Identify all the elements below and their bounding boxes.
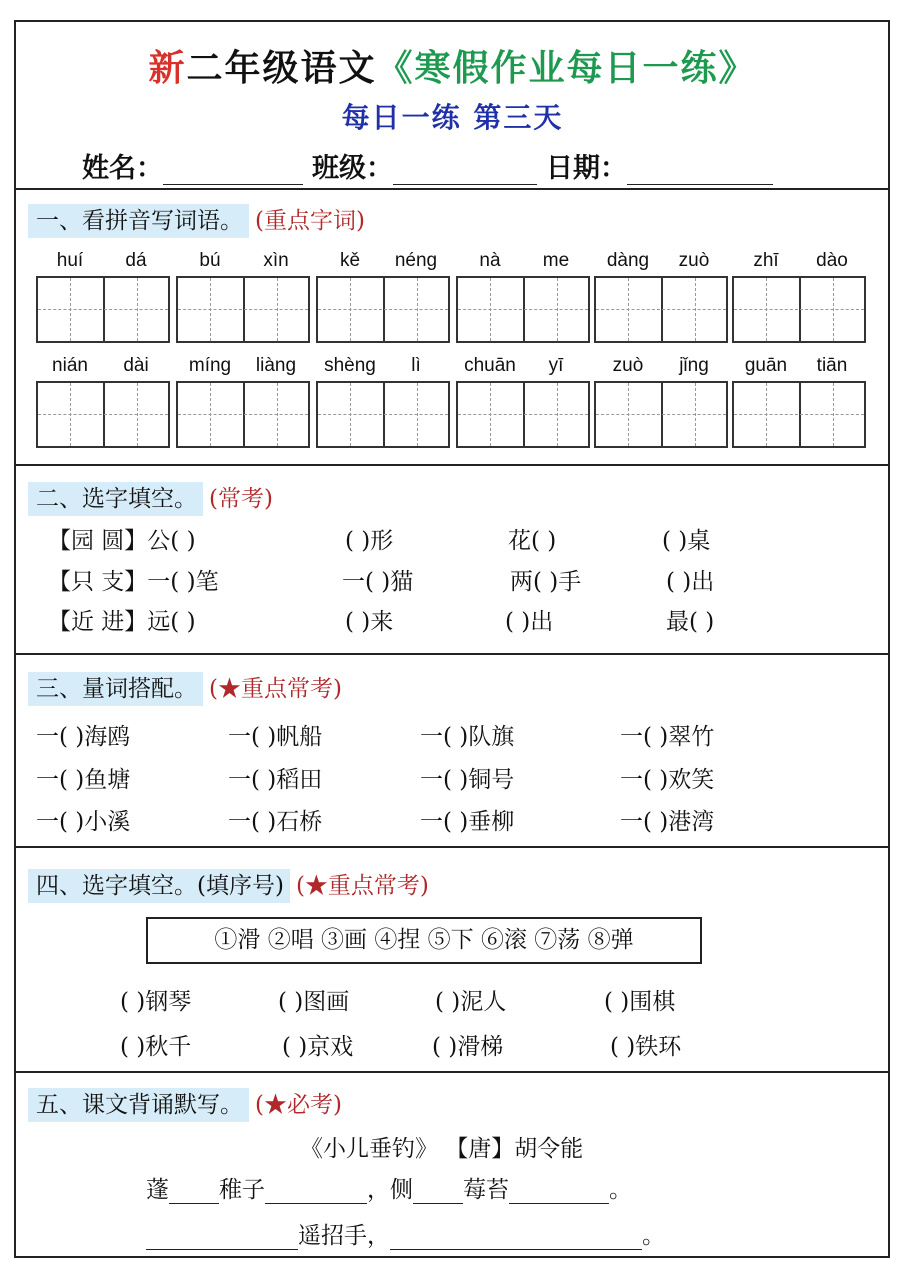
tianzige-box[interactable]	[456, 276, 590, 343]
pinyin-label: yī	[548, 355, 564, 376]
s3-item[interactable]: 一( )石桥	[228, 809, 323, 835]
tianzige-box[interactable]	[732, 381, 866, 448]
pinyin-label: zhī	[753, 250, 779, 271]
pinyin-label: dá	[125, 250, 147, 271]
s2-item[interactable]: ( )来	[345, 609, 394, 635]
tianzige-box[interactable]	[456, 381, 590, 448]
tianzige-box[interactable]	[594, 276, 728, 343]
s4-item[interactable]: ( )秋千	[120, 1034, 192, 1060]
pinyin-label: dàng	[606, 250, 650, 271]
s4-item[interactable]: ( )滑梯	[432, 1034, 504, 1060]
s4-item[interactable]: ( )钢琴	[120, 989, 192, 1015]
tianzige-box[interactable]	[176, 276, 310, 343]
s3-item[interactable]: 一( )帆船	[228, 724, 323, 750]
divider	[14, 653, 890, 655]
pinyin-label: nián	[52, 355, 88, 376]
tianzige-box[interactable]	[316, 276, 450, 343]
pinyin-label: néng	[394, 250, 438, 271]
s3-item[interactable]: 一( )小溪	[36, 809, 131, 835]
s2-item[interactable]: 一( )猫	[342, 569, 414, 595]
tianzige-box[interactable]	[176, 381, 310, 448]
pinyin-label: guān	[744, 355, 788, 376]
page-subtitle: 每日一练 第三天	[341, 101, 564, 134]
blank[interactable]	[265, 1179, 367, 1204]
pinyin-label: jǐng	[679, 355, 709, 376]
pinyin-label: chuān	[464, 355, 516, 376]
divider	[14, 188, 890, 190]
s2-item[interactable]: 花( )	[508, 528, 557, 554]
pinyin-label: me	[542, 250, 570, 271]
s3-item[interactable]: 一( )铜号	[420, 767, 515, 793]
s3-item[interactable]: 一( )稻田	[228, 767, 323, 793]
s2-item[interactable]: 两( )手	[510, 569, 582, 595]
pinyin-label: huí	[56, 250, 84, 271]
pinyin-label: nà	[479, 250, 501, 271]
blank[interactable]	[413, 1179, 463, 1204]
section-4-heading: 四、选字填空。(填序号) (★重点常考)	[28, 867, 429, 900]
s3-item[interactable]: 一( )海鸥	[36, 724, 131, 750]
s2-item[interactable]: ( )出	[666, 569, 715, 595]
blank[interactable]	[146, 1225, 298, 1250]
section-1-heading: 一、看拼音写词语。 (重点字词)	[28, 202, 365, 235]
pinyin-label: bú	[199, 250, 221, 271]
tianzige-box[interactable]	[36, 276, 170, 343]
tianzige-box[interactable]	[594, 381, 728, 448]
s2-item[interactable]: 【只 支】一( )笔	[48, 569, 219, 595]
section-5-heading: 五、课文背诵默写。 (★必考)	[28, 1086, 342, 1119]
divider	[14, 464, 890, 466]
s4-item[interactable]: ( )围棋	[604, 989, 676, 1015]
pinyin-label: lì	[411, 355, 421, 376]
pinyin-label: míng	[188, 355, 232, 376]
section-2-heading: 二、选字填空。 (常考)	[28, 480, 273, 513]
name-blank[interactable]	[163, 158, 303, 185]
blank[interactable]	[169, 1179, 219, 1204]
s3-item[interactable]: 一( )垂柳	[420, 809, 515, 835]
s2-item[interactable]: 【园 圆】公( )	[48, 528, 196, 554]
pinyin-label: liàng	[255, 355, 297, 376]
tianzige-box[interactable]	[36, 381, 170, 448]
s4-item[interactable]: ( )图画	[278, 989, 350, 1015]
divider	[14, 1071, 890, 1073]
s3-item[interactable]: 一( )欢笑	[620, 767, 715, 793]
class-blank[interactable]	[393, 158, 537, 185]
poem-title: 《小儿垂钓》 【唐】胡令能	[300, 1136, 584, 1162]
date-field[interactable]: 日期：	[546, 146, 773, 185]
date-blank[interactable]	[627, 158, 773, 185]
name-field[interactable]: 姓名：	[82, 146, 303, 185]
s4-item[interactable]: ( )铁环	[610, 1034, 682, 1060]
pinyin-label: shèng	[324, 355, 376, 376]
page-title: 新二年级语文《寒假作业每日一练》	[148, 47, 757, 89]
s2-item[interactable]: ( )出	[505, 609, 554, 635]
tianzige-box[interactable]	[316, 381, 450, 448]
pinyin-label: kě	[339, 250, 361, 271]
s3-item[interactable]: 一( )翠竹	[620, 724, 715, 750]
pinyin-label: xìn	[263, 250, 289, 271]
section-3-heading: 三、量词搭配。 (★重点常考)	[28, 670, 342, 703]
s3-item[interactable]: 一( )港湾	[620, 809, 715, 835]
pinyin-label: zuò	[678, 250, 710, 271]
tianzige-box[interactable]	[732, 276, 866, 343]
blank[interactable]	[509, 1179, 609, 1204]
pinyin-label: zuò	[612, 355, 644, 376]
divider	[14, 846, 890, 848]
s2-item[interactable]: ( )形	[345, 528, 394, 554]
pinyin-label: dài	[123, 355, 149, 376]
s4-item[interactable]: ( )泥人	[435, 989, 507, 1015]
s3-item[interactable]: 一( )鱼塘	[36, 767, 131, 793]
poem-line-1: 蓬 稚子 ，侧 莓苔 。	[146, 1177, 632, 1203]
s3-item[interactable]: 一( )队旗	[420, 724, 515, 750]
class-field[interactable]: 班级：	[312, 146, 537, 185]
poem-line-2: 遥招手， 。	[146, 1217, 665, 1250]
options-box: ①滑 ②唱 ③画 ④捏 ⑤下 ⑥滚 ⑦荡 ⑧弹	[146, 917, 702, 964]
s2-item[interactable]: ( )桌	[662, 528, 711, 554]
s4-item[interactable]: ( )京戏	[282, 1034, 354, 1060]
pinyin-label: tiān	[816, 355, 848, 376]
s2-item[interactable]: 【近 进】远( )	[48, 609, 196, 635]
blank[interactable]	[390, 1225, 642, 1250]
s2-item[interactable]: 最( )	[666, 609, 715, 635]
pinyin-label: dào	[816, 250, 848, 271]
